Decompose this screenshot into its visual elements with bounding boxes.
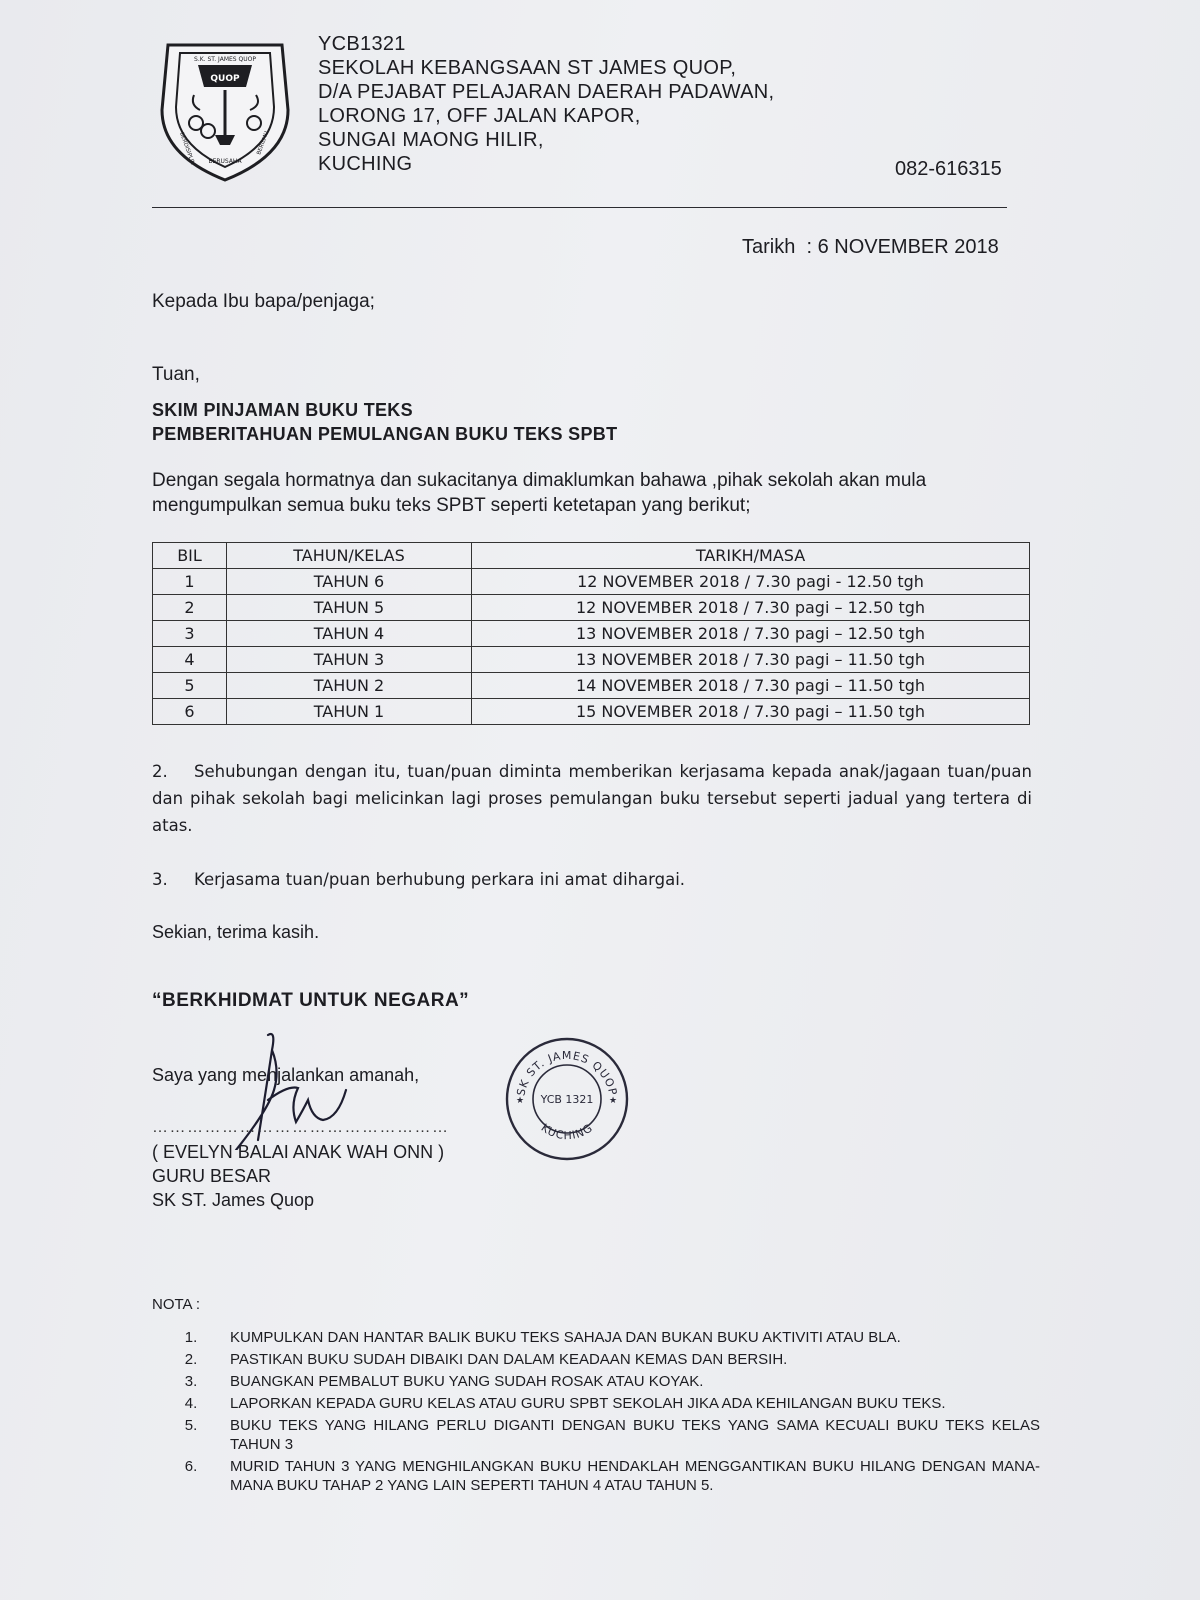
svg-text:KUCHING	[539, 1121, 596, 1142]
recipient-line: Kepada Ibu bapa/penjaga;	[152, 291, 375, 312]
table-row	[153, 569, 1030, 595]
return-schedule-table	[152, 542, 1030, 725]
closing-line: Sekian, terima kasih.	[152, 922, 320, 942]
row-date-time: 13 NOVEMBER 2018 / 7.30 pagi – 11.50 tgh	[472, 647, 1030, 673]
row-date-time: 14 NOVEMBER 2018 / 7.30 pagi – 11.50 tgh	[472, 673, 1030, 699]
note-number: 2.	[184, 1351, 198, 1368]
subject-line-2: PEMBERITAHUAN PEMULANGAN BUKU TEKS SPBT	[152, 424, 618, 444]
note-number: 5.	[184, 1417, 198, 1434]
stamp-bottom-text: KUCHING	[538, 1121, 596, 1143]
signatory-name: ( EVELYN BALAI ANAK WAH ONN )	[152, 1142, 445, 1162]
row-number: 6	[153, 699, 227, 725]
note-number: 4.	[184, 1395, 198, 1412]
notes-list	[152, 1328, 1040, 1498]
signatory-school: SK ST. James Quop	[152, 1190, 315, 1210]
table-row	[153, 673, 1030, 699]
row-date-time: 12 NOVEMBER 2018 / 7.30 pagi - 12.50 tgh	[472, 569, 1030, 595]
paragraph-2	[152, 758, 1032, 839]
note-text: BUANGKAN PEMBALUT BUKU YANG SUDAH ROSAK ATAU KOYAK.	[230, 1373, 704, 1390]
phone-number: 082-616315	[895, 158, 1002, 180]
motto: “BERKHIDMAT UNTUK NEGARA”	[152, 990, 470, 1011]
column-header-bil: BIL	[153, 543, 227, 569]
note-text: PASTIKAN BUKU SUDAH DIBAIKI DAN DALAM KEADAAN KEMAS DAN BERSIH.	[230, 1351, 788, 1368]
letter-subject	[152, 398, 617, 446]
school-code: YCB1321	[318, 33, 406, 55]
row-number: 5	[153, 673, 227, 699]
school-crest-icon	[150, 35, 300, 185]
row-number: 4	[153, 647, 227, 673]
list-item	[152, 1350, 1040, 1369]
table-row	[153, 595, 1030, 621]
row-class: TAHUN 1	[227, 699, 472, 725]
address-line: D/A PEJABAT PELAJARAN DAERAH PADAWAN,	[318, 81, 775, 103]
note-text: LAPORKAN KEPADA GURU KELAS ATAU GURU SPBT SEKOLAH JIKA ADA KEHILANGAN BUKU TEKS.	[230, 1395, 946, 1412]
row-number: 1	[153, 569, 227, 595]
list-item	[152, 1372, 1040, 1391]
school-address-block	[318, 32, 774, 176]
table-row	[153, 621, 1030, 647]
row-number: 3	[153, 621, 227, 647]
column-header-class: TAHUN/KELAS	[227, 543, 472, 569]
row-date-time: 12 NOVEMBER 2018 / 7.30 pagi – 12.50 tgh	[472, 595, 1030, 621]
note-number: 1.	[184, 1329, 198, 1346]
official-stamp-icon	[504, 1036, 630, 1162]
crest-left-motto: BERDISIPLIN	[178, 131, 196, 166]
paragraph-text: Sehubungan dengan itu, tuan/puan diminta memberikan kerjasama kepada anak/jagaan tuan/puan dan pihak sekolah bagi melicinkan lagi proses pemulangan buku tersebut seperti jadual yang tertera di atas.	[152, 762, 1032, 835]
paragraph-text: Kerjasama tuan/puan berhubung perkara ini amat dihargai.	[194, 870, 686, 889]
paragraph-number: 3.	[152, 870, 168, 889]
note-number: 3.	[184, 1373, 198, 1390]
svg-text:★: ★	[609, 1095, 618, 1105]
table-row	[153, 647, 1030, 673]
note-number: 6.	[184, 1458, 198, 1475]
row-class: TAHUN 3	[227, 647, 472, 673]
row-class: TAHUN 4	[227, 621, 472, 647]
row-class: TAHUN 6	[227, 569, 472, 595]
crest-bottom-motto: BERUSAHA	[208, 158, 242, 165]
school-name: SEKOLAH KEBANGSAAN ST JAMES QUOP,	[318, 57, 737, 79]
trust-line: Saya yang menjalankan amanah,	[152, 1065, 420, 1085]
address-line: LORONG 17, OFF JALAN KAPOR,	[318, 105, 641, 127]
row-number: 2	[153, 595, 227, 621]
paragraph-number: 2.	[152, 762, 168, 781]
note-text: BUKU TEKS YANG HILANG PERLU DIGANTI DENGAN BUKU TEKS YANG SAMA KECUALI BUKU TEKS KELAS TAHUN 3	[230, 1417, 1040, 1453]
row-class: TAHUN 2	[227, 673, 472, 699]
intro-paragraph: Dengan segala hormatnya dan sukacitanya dimaklumkan bahawa ,pihak sekolah akan mula mengumpulkan semua buku teks SPBT seperti ketetapan yang berikut;	[152, 470, 927, 516]
table-header-row	[153, 543, 1030, 569]
svg-text:SK ST. JAMES QUOP	[514, 1049, 619, 1097]
signatory-block	[152, 1140, 444, 1212]
address-line: SUNGAI MAONG HILIR,	[318, 129, 544, 151]
address-line: KUCHING	[318, 153, 413, 175]
salutation: Tuan,	[152, 364, 200, 385]
list-item	[152, 1394, 1040, 1413]
subject-line-1: SKIM PINJAMAN BUKU TEKS	[152, 400, 413, 420]
row-class: TAHUN 5	[227, 595, 472, 621]
handwritten-signature-icon	[228, 1030, 358, 1150]
crest-banner-text: QUOP	[210, 74, 240, 84]
column-header-date-time: TARIKH/MASA	[472, 543, 1030, 569]
list-item	[152, 1328, 1040, 1347]
notes-title: NOTA :	[152, 1296, 201, 1313]
row-date-time: 15 NOVEMBER 2018 / 7.30 pagi – 11.50 tgh	[472, 699, 1030, 725]
header-divider	[152, 207, 1007, 208]
svg-text:★: ★	[516, 1095, 525, 1105]
crest-rim-text: S.K. ST. JAMES QUOP	[194, 56, 256, 63]
note-text: MURID TAHUN 3 YANG MENGHILANGKAN BUKU HENDAKLAH MENGGANTIKAN BUKU HILANG DENGAN MANA-MANA BUKU TAHAP 2 YANG LAIN SEPERTI TAHUN 4 ATAU TAHUN 5.	[230, 1458, 1040, 1494]
stamp-top-text: SK ST. JAMES QUOP	[514, 1048, 620, 1098]
list-item	[152, 1457, 1040, 1495]
table-row	[153, 699, 1030, 725]
stamp-center-text: YCB 1321	[540, 1093, 594, 1106]
letter-date: Tarikh : 6 NOVEMBER 2018	[742, 236, 999, 258]
note-text: KUMPULKAN DAN HANTAR BALIK BUKU TEKS SAHAJA DAN BUKAN BUKU AKTIVITI ATAU BLA.	[230, 1329, 901, 1346]
paragraph-3	[152, 866, 1032, 893]
crest-right-motto: BERILMU	[256, 130, 271, 156]
row-date-time: 13 NOVEMBER 2018 / 7.30 pagi – 12.50 tgh	[472, 621, 1030, 647]
list-item	[152, 1416, 1040, 1454]
signatory-title: GURU BESAR	[152, 1166, 272, 1186]
signature-line: ……………………………………………	[152, 1119, 450, 1136]
